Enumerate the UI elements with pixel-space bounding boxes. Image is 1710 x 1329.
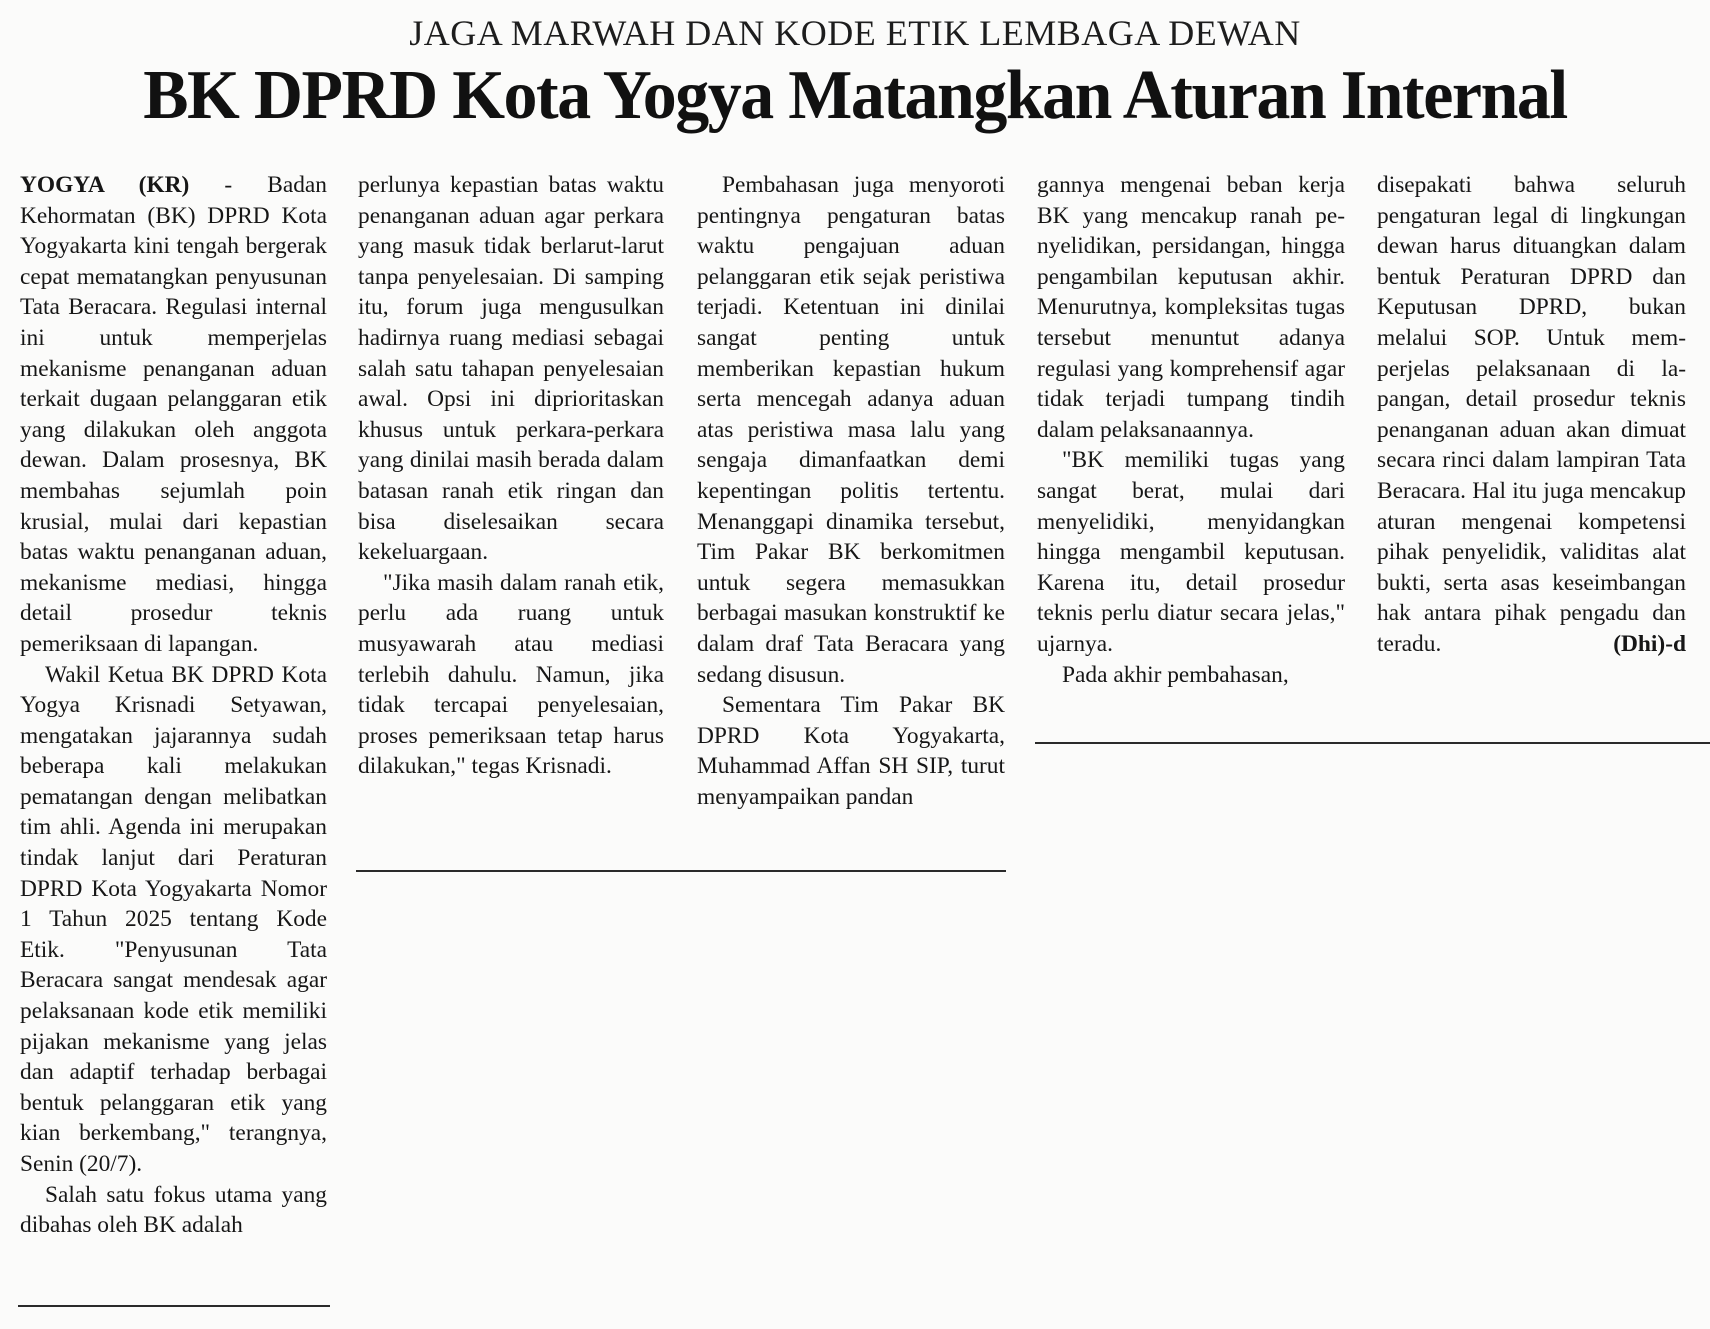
paragraph: Pembahasan juga menyoroti pentingnya pengaturan batas waktu pengajuan aduan pelanggaran etik sejak peristiwa terjadi. Ketentuan ini dinilai sangat penting untuk memberikan kepastian hukum serta mencegah adanya aduan atas peristiwa masa lalu yang sengaja dimanfaatkan demi kepentingan politis tertentu. Menanggapi dinamika tersebut, Tim Pakar BK berkomitmen untuk segera memasukkan berbagai masukan konstruktif ke dalam draf Tata Beracara yang sedang disusun. [697,172,1005,688]
lead-text: - Badan Kehormatan (BK) DPRD Kota Yogyakarta kini tengah bergerak cepat mematangkan penyusunan Tata Beracara. Regulasi internal ini untuk memperjelas mekanisme penanganan aduan terkait dugaan pelanggaran etik yang dilakukan oleh anggota dewan. Dalam prosesnya, BK membahas sejumlah poin krusial, mulai dari kepastian batas waktu penanganan aduan, mekanisme mediasi, hingga detail prosedur teknis pemeriksaan di lapangan. [20,172,327,657]
text-column-1 [20,170,327,1241]
paragraph: Salah satu fokus utama yang dibahas oleh BK adalah [20,1181,327,1239]
final-text: disepakati bahwa seluruh pengaturan legal di lingkungan dewan harus dituangkan dalam bentuk Peraturan DPRD dan Keputusan DPRD, bukan melalui SOP. Untuk memperjelas pelaksanaan di lapangan, detail prosedur teknis penanganan aduan akan dimuat secara rinci dalam lampiran Tata Beracara. Hal itu juga mencakup aturan mengenai kompetensi pihak penyelidik, validitas alat bukti, serta asas keseimbangan hak antara pihak pengadu dan teradu. [1377,172,1686,657]
paragraph: perlunya kepastian batas waktu penanganan aduan agar perkara yang masuk tidak berlarut-larut tanpa penyelesaian. Di samping itu, forum juga mengusulkan hadirnya ruang mediasi sebagai salah satu tahapan penyelesaian awal. Opsi ini diprioritaskan khusus untuk perkara-perkara yang dinilai masih berada dalam batasan ranah etik ringan dan bisa diselesaikan secara kekeluargaan. [358,172,664,566]
author-signature: (Dhi)-d [1613,630,1686,657]
article-kicker: JAGA MARWAH DAN KODE ETIK LEMBAGA DEWAN [409,13,1301,53]
paragraph: gannya mengenai beban kerja BK yang mencakup ranah penyelidikan, persidangan, hingga pengambilan keputusan akhir. Menurutnya, kompleksitas tugas tersebut menuntut adanya regulasi yang komprehensif agar tidak terjadi tumpang tindih dalam pelaksanaannya. [1037,172,1345,443]
text-column-4 [1037,170,1345,690]
paragraph-lead [20,170,327,660]
text-column-3 [697,170,1005,812]
text-column-5 [1377,170,1686,660]
column-rule [1035,742,1710,744]
article-headline: BK DPRD Kota Yogya Matangkan Aturan Internal [143,57,1567,134]
dateline: YOGYA (KR) [20,172,190,198]
paragraph: "Jika masih dalam ranah etik, perlu ada ruang untuk musyawarah atau mediasi terlebih dahulu. Namun, jika tidak tercapai penyelesaian, proses pemeriksaan tetap harus dilakukan," tegas Krisnadi. [358,569,664,780]
paragraph: Sementara Tim Pakar BK DPRD Kota Yogyakarta, Muhammad Affan SH SIP, turut menyampaikan pandan [697,692,1005,810]
text-column-2 [358,170,664,782]
paragraph: Wakil Ketua BK DPRD Kota Yogya Krisnadi Setyawan, mengatakan jajarannya sudah beberapa kali melakukan pematangan dengan melibatkan tim ahli. Agenda ini merupakan tindak lanjut dari Peraturan DPRD Kota Yogyakarta Nomor 1 Tahun 2025 tentang Kode Etik. "Penyusunan Tata Beracara sangat mendesak agar pelaksanaan kode etik memiliki pijakan mekanisme yang jelas dan adaptif terhadap berbagai bentuk pelanggaran etik yang kian berkembang," terangnya, Senin (20/7). [20,661,327,1177]
paragraph: "BK memiliki tugas yang sangat berat, mulai dari menyelidiki, menyidangkan hingga mengambil keputusan. Karena itu, detail prosedur teknis perlu diatur secara jelas," ujarnya. [1037,447,1345,657]
paragraph-final [1377,170,1686,660]
paragraph: Pada akhir pembahasan, [1062,661,1289,688]
column-rule [18,1305,330,1307]
column-rule [356,870,1006,872]
